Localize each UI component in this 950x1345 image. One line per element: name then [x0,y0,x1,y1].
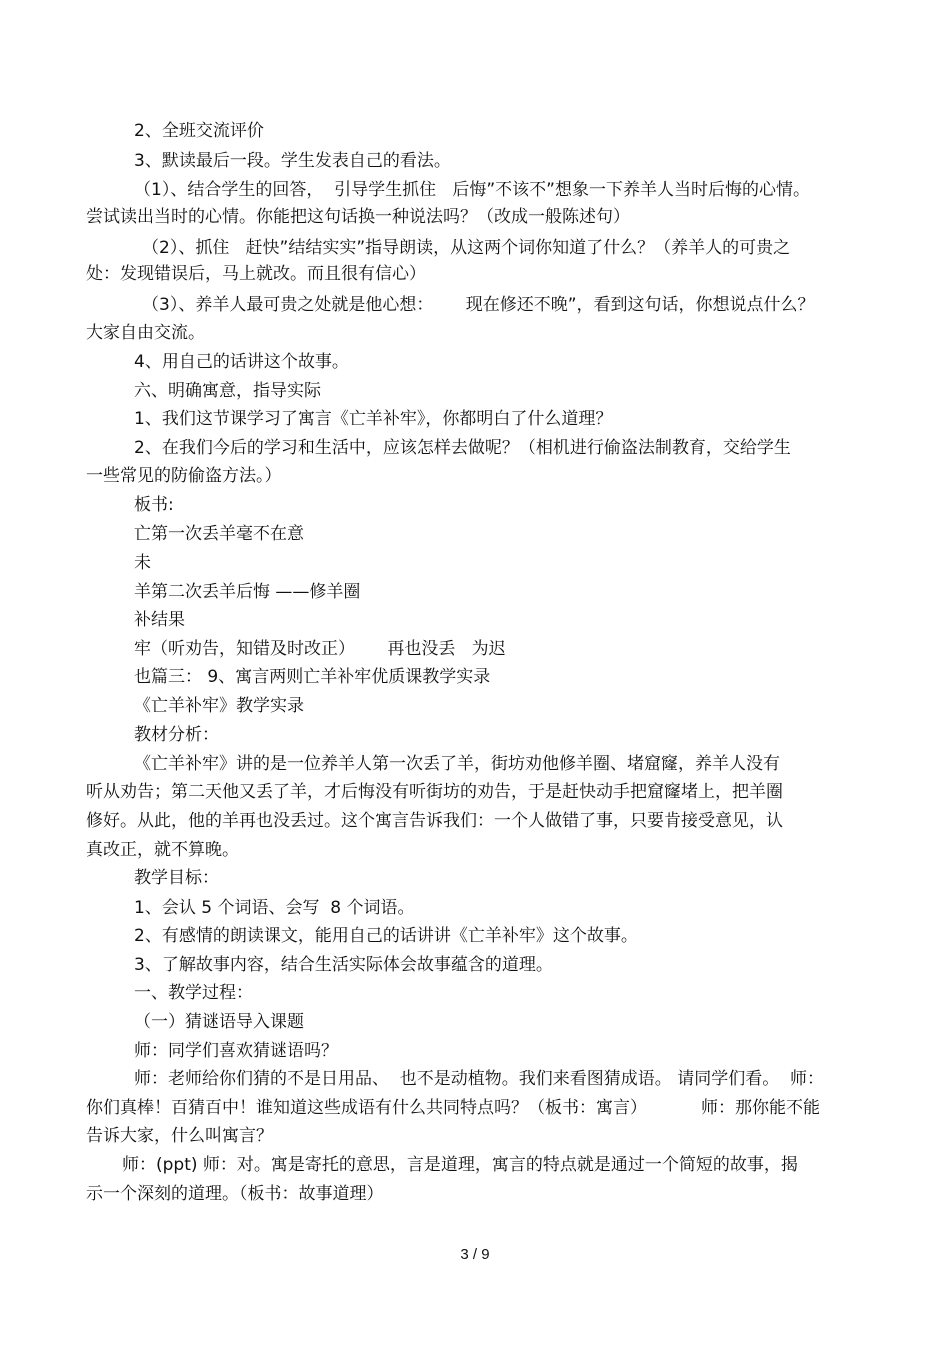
text-line: 一、教学过程： [134,983,253,1003]
text-line: 教学目标： [134,868,219,888]
text-line: 真改正，就不算晚。 [86,840,239,860]
text-line: 亡第一次丢羊毫不在意 [134,524,304,544]
text-line: 补结果 [134,610,185,630]
text-line: 师：老师给你们猜的不是日用品、 也不是动植物。我们来看图猜成语。 请同学们看。 师： [134,1069,825,1089]
text-line: （3）、养羊人最可贵之处就是他心想： 现在修还不晚”，看到这句话，你想说点什么？ [142,295,815,315]
text-line: 大家自由交流。 [86,323,205,343]
text-line: 3、了解故事内容，结合生活实际体会故事蕴含的道理。 [134,955,553,975]
text-line: 六、明确寓意，指导实际 [134,381,321,401]
text-line: （一）猜谜语导入课题 [134,1012,304,1032]
text-line: 2、在我们今后的学习和生活中，应该怎样去做呢？（相机进行偷盗法制教育，交给学生 [134,438,791,458]
text-line: 《亡羊补牢》讲的是一位养羊人第一次丢了羊，街坊劝他修羊圈、堵窟窿，养羊人没有 [134,754,780,774]
text-line: 也篇三： 9、寓言两则亡羊补牢优质课教学实录 [134,667,491,687]
text-line: 告诉大家，什么叫寓言？ [86,1126,273,1146]
text-line: 处：发现错误后，马上就改。而且很有信心） [86,264,426,284]
text-line: 你们真棒！百猜百中！谁知道这些成语有什么共同特点吗？（板书：寓言） 师：那你能不能 [86,1098,821,1118]
text-line: 1、我们这节课学习了寓言《亡羊补牢》，你都明白了什么道理？ [134,409,613,429]
page-number: 3 / 9 [460,1246,490,1263]
text-line: 尝试读出当时的心情。你能把这句话换一种说法吗？（改成一般陈述句） [86,207,630,227]
text-line: （2）、抓住 赶快”结结实实”指导朗读，从这两个词你知道了什么？（养羊人的可贵之 [142,238,791,258]
text-line: 羊第二次丢羊后悔 ——修羊圈 [134,582,361,602]
text-line: 师：(ppt) 师：对。寓是寄托的意思，言是道理，寓言的特点就是通过一个简短的故事，揭 [122,1155,798,1175]
text-line: 1、会认 5 个词语、会写 8 个词语。 [134,898,415,918]
text-line: 师：同学们喜欢猜谜语吗？ [134,1041,338,1061]
text-line: 板书: [134,495,174,515]
text-line: 4、用自己的话讲这个故事。 [134,352,349,372]
text-line: 牢（听劝告，知错及时改正） 再也没丢 为迟 [134,639,506,659]
text-line: 2、全班交流评价 [134,121,264,141]
text-line: 教材分析： [134,725,219,745]
text-line: 一些常见的防偷盗方法。） [86,466,282,486]
text-line: （1）、结合学生的回答， 引导学生抓住 后悔”不该不”想象一下养羊人当时后悔的心情。 [134,180,810,200]
text-line: 《亡羊补牢》教学实录 [134,696,304,716]
text-line: 2、有感情的朗读课文，能用自己的话讲讲《亡羊补牢》这个故事。 [134,926,638,946]
text-line: 3、默读最后一段。学生发表自己的看法。 [134,151,451,171]
text-line: 示一个深刻的道理。（板书：故事道理） [86,1184,384,1204]
text-line: 听从劝告；第二天他又丢了羊，才后悔没有听街坊的劝告，于是赶快动手把窟窿堵上，把羊圈 [86,782,783,802]
text-line: 修好。从此，他的羊再也没丢过。这个寓言告诉我们：一个人做错了事，只要肯接受意见，认 [86,811,783,831]
text-line: 未 [134,553,151,573]
